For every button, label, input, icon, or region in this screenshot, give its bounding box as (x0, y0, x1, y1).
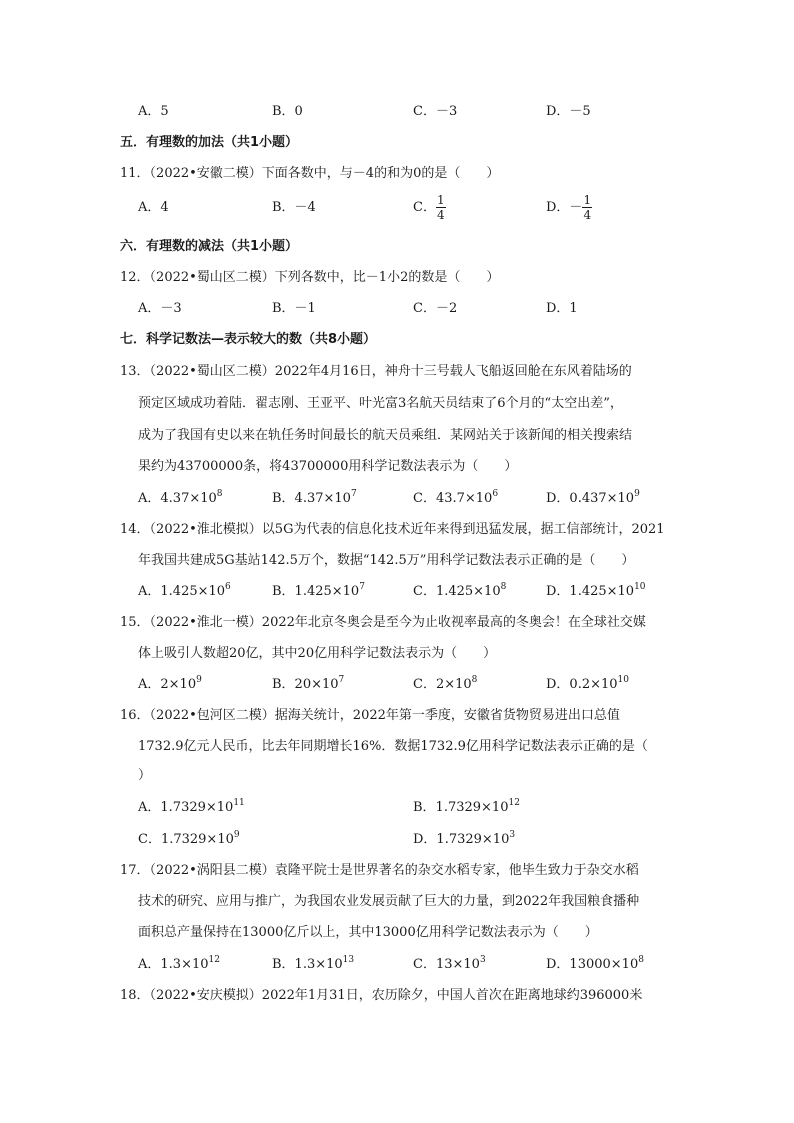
q13-stem-line-3: 成为了我国有史以来在轨任务时间最长的航天员乘组．某网站关于该新闻的相关搜索结 (138, 428, 633, 443)
option-base: B．4.37×10 (272, 491, 351, 506)
q16-stem-line-2: 1732.9亿元人民币，比去年同期增长16%．数据1732.9亿用科学记数法表示正确的是（ (138, 739, 648, 754)
option-base: A．1.3×10 (138, 957, 209, 972)
q13-option-b (272, 489, 357, 509)
option-exponent: 6 (225, 582, 231, 592)
q14-stem-line-2: 年我国共建成5G基站142.5万个，数据“142.5万”用科学记数法表示正确的是（ ） (138, 553, 635, 568)
q11-option-d-fraction (582, 193, 592, 222)
option-base: C．1.425×10 (413, 584, 501, 599)
q16-option-d (413, 830, 515, 850)
q11-option-d (546, 190, 592, 226)
q17-option-d (546, 955, 644, 975)
fraction-numerator: 1 (583, 193, 592, 207)
q11-option-b: B．－4 (272, 200, 316, 215)
option-exponent: 3 (509, 830, 516, 840)
option-exponent: 13 (342, 955, 355, 965)
q15-option-c (413, 675, 477, 695)
option-exponent: 7 (338, 675, 345, 685)
section-heading-6: 六．有理数的减法（共1小题） (120, 239, 299, 254)
section-heading-5: 五．有理数的加法（共1小题） (120, 135, 299, 150)
option-exponent: 9 (634, 489, 640, 499)
option-base: A．2×10 (138, 677, 197, 692)
q12-option-d: D．1 (546, 301, 578, 316)
q16-option-a (138, 798, 245, 818)
section-heading-7: 七．科学记数法—表示较大的数（共8小题） (120, 332, 377, 347)
q13-stem-line-4: 果约为43700000条，将43700000用科学记数法表示为（ ） (138, 459, 518, 474)
q17-stem-line-1: 17．（2022•涡阳县二模）袁隆平院士是世界著名的杂交水稻专家，他毕生致力于杂交水稻 (120, 863, 639, 878)
q13-option-d (546, 489, 640, 509)
q18-stem-line-1: 18．（2022•安庆模拟）2022年1月31日，农历除夕，中国人首次在距离地球约396000米 (120, 988, 643, 1003)
q17-stem-line-3: 面积总产量保持在13000亿斤以上，其中13000亿用科学记数法表示为（ ） (138, 925, 598, 940)
q14-option-b (272, 582, 365, 602)
q15-option-d (546, 675, 629, 695)
q16-stem-line-1: 16．（2022•包河区二模）据海关统计，2022年第一季度，安徽省货物贸易进出口总值 (120, 708, 620, 723)
q15-option-a (138, 675, 202, 695)
option-exponent: 7 (350, 489, 357, 499)
q17-option-a (138, 955, 220, 975)
q13-option-a (138, 489, 223, 509)
option-base: D．13000×10 (546, 957, 639, 972)
q10-option-d: D．－5 (546, 104, 591, 119)
q10-option-b: B．0 (272, 104, 303, 119)
option-exponent: 12 (508, 798, 520, 808)
option-base: D．0.437×10 (546, 491, 635, 506)
q11-option-d-prefix: D．－ (546, 200, 583, 215)
option-base: D．1.425×10 (546, 584, 635, 599)
q15-stem-line-1: 15．（2022•淮北一模）2022年北京冬奥会是至今为止收视率最高的冬奥会！在全球社交媒 (120, 615, 646, 630)
option-base: A．4.37×10 (138, 491, 217, 506)
option-base: B．1.7329×10 (413, 800, 509, 815)
q12-option-a: A．－3 (138, 301, 182, 316)
q13-stem-line-2: 预定区域成功着陆．翟志刚、王亚平、叶光富3名航天员结束了6个月的“太空出差”， (138, 396, 623, 411)
option-exponent: 3 (479, 955, 486, 965)
fraction-numerator: 1 (436, 193, 445, 207)
q12-option-c: C．－2 (413, 301, 458, 316)
q16-option-c (138, 830, 240, 850)
q11-stem: 11．（2022•安徽二模）下面各数中，与－4的和为0的是（ ） (120, 166, 500, 181)
q14-option-c (413, 582, 506, 602)
option-exponent: 8 (500, 582, 507, 592)
q14-option-a (138, 582, 231, 602)
option-base: B．1.425×10 (272, 584, 360, 599)
option-base: C．1.7329×10 (138, 832, 234, 847)
option-exponent: 9 (233, 830, 240, 840)
q16-stem-line-3: ） (138, 768, 152, 783)
q16-option-b (413, 798, 520, 818)
option-base: A．1.7329×10 (138, 800, 234, 815)
option-base: C．2×10 (413, 677, 472, 692)
option-base: D．0.2×10 (546, 677, 618, 692)
q12-stem: 12．（2022•蜀山区二模）下列各数中，比－1小2的数是（ ） (120, 270, 500, 285)
option-exponent: 10 (634, 582, 646, 592)
option-exponent: 11 (233, 798, 245, 808)
q17-stem-line-2: 技术的研究、应用与推广，为我国农业发展贡献了巨大的力量，到2022年我国粮食播种 (138, 894, 640, 909)
q15-stem-line-2: 体上吸引人数超20亿，其中20亿用科学记数法表示为（ ） (138, 646, 497, 661)
q14-option-d (546, 582, 646, 602)
option-base: B．1.3×10 (272, 957, 343, 972)
q11-option-c (413, 190, 446, 226)
option-exponent: 10 (617, 675, 629, 685)
q13-stem-line-1: 13．（2022•蜀山区二模）2022年4月16日，神舟十三号载人飞船返回舱在东风着陆场的 (120, 364, 632, 379)
fraction-denominator: 4 (583, 208, 592, 222)
q11-option-c-fraction (436, 193, 446, 222)
option-base: D．1.7329×10 (413, 832, 510, 847)
option-exponent: 8 (638, 955, 644, 965)
q15-option-b (272, 675, 344, 695)
option-base: C．43.7×10 (413, 491, 493, 506)
option-base: C．13×10 (413, 957, 480, 972)
q17-option-b (272, 955, 354, 975)
option-exponent: 8 (471, 675, 478, 685)
q10-option-c: C．－3 (413, 104, 458, 119)
option-exponent: 6 (492, 489, 499, 499)
q13-option-c (413, 489, 498, 509)
q10-option-a: A．5 (138, 104, 169, 119)
q12-option-b: B．－1 (272, 301, 316, 316)
option-exponent: 9 (196, 675, 202, 685)
q11-option-a: A．4 (138, 200, 169, 215)
option-base: B．20×10 (272, 677, 339, 692)
q14-stem-line-1: 14．（2022•淮北模拟）以5G为代表的信息化技术近年来得到迅猛发展，据工信部统计，2021 (120, 522, 665, 537)
option-base: A．1.425×10 (138, 584, 226, 599)
fraction-denominator: 4 (436, 208, 445, 222)
option-exponent: 12 (208, 955, 220, 965)
option-exponent: 8 (216, 489, 223, 499)
q11-option-c-prefix: C． (413, 200, 436, 215)
q17-option-c (413, 955, 486, 975)
option-exponent: 7 (359, 582, 365, 592)
